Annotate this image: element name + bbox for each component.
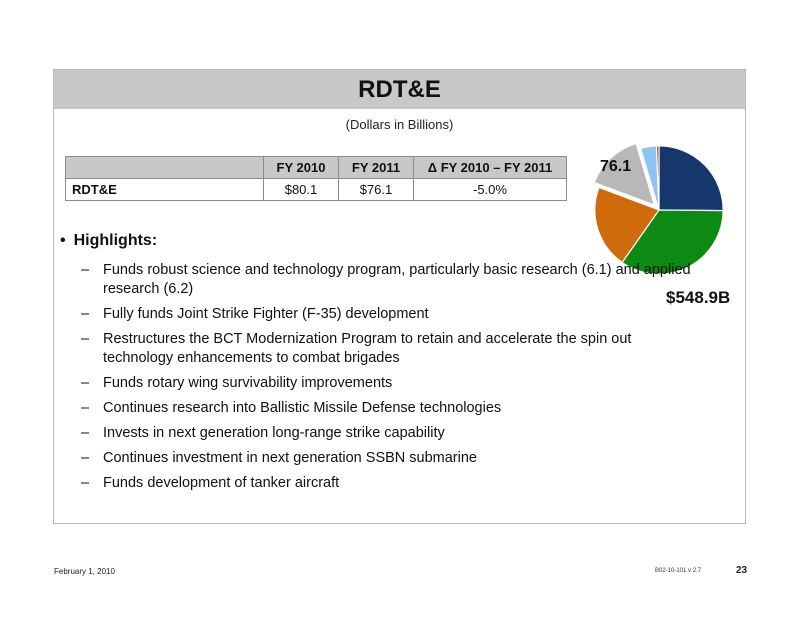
table-header-fy2011: FY 2011: [339, 157, 414, 179]
table-cell-fy2011: $76.1: [339, 179, 414, 201]
highlight-text: Funds rotary wing survivability improvements: [103, 375, 393, 391]
highlight-text: Continues investment in next generation SSBN submarine: [103, 450, 477, 466]
table-header-delta: Δ FY 2010 – FY 2011: [414, 157, 567, 179]
highlight-text: Continues research into Ballistic Missile Defense technologies: [103, 400, 502, 416]
slide-frame: [53, 69, 746, 524]
dash-glyph: –: [81, 331, 90, 347]
table-row: [66, 179, 567, 201]
highlights-heading: [60, 232, 157, 250]
dash-glyph: –: [81, 400, 90, 416]
highlight-text: Restructures the BCT Modernization Program to retain and accelerate the spin out technology enhancements to combat brigades: [103, 331, 632, 366]
budget-table: [65, 156, 567, 201]
highlights-list: [81, 261, 701, 499]
highlight-item: [81, 449, 701, 468]
table-header-row: [66, 157, 567, 179]
highlight-item: [81, 474, 701, 493]
highlight-item: [81, 261, 701, 299]
footer-doc-code: B02-10-101 v 2.7: [655, 568, 702, 574]
pie-total-label: $548.9B: [666, 288, 731, 307]
highlight-text: Funds development of tanker aircraft: [103, 475, 340, 491]
slide-title: RDT&E: [54, 70, 745, 109]
bullet-glyph: •: [60, 232, 66, 249]
page-number: 23: [736, 565, 748, 576]
table-row-label: RDT&E: [66, 179, 264, 201]
highlight-item: [81, 374, 701, 393]
footer-date: February 1, 2010: [54, 567, 115, 576]
dash-glyph: –: [81, 306, 90, 322]
table-header-fy2010: FY 2010: [264, 157, 339, 179]
dash-glyph: –: [81, 375, 90, 391]
table-cell-delta: -5.0%: [414, 179, 567, 201]
highlight-text: Funds robust science and technology program, particularly basic research (6.1) and applied research (6.2): [103, 262, 691, 297]
highlight-item: [81, 424, 701, 443]
highlights-heading-text: Highlights:: [73, 232, 158, 249]
dash-glyph: –: [81, 262, 90, 278]
highlight-item: [81, 399, 701, 418]
slide-subtitle: (Dollars in Billions): [345, 117, 454, 132]
highlight-item: [81, 330, 701, 368]
dash-glyph: –: [81, 425, 90, 441]
pie-callout-label: 76.1: [600, 158, 632, 175]
highlight-text: Fully funds Joint Strike Fighter (F-35) development: [103, 306, 429, 322]
highlight-text: Invests in next generation long-range strike capability: [103, 425, 445, 441]
dash-glyph: –: [81, 450, 90, 466]
table-header-blank: [66, 157, 264, 179]
table-cell-fy2010: $80.1: [264, 179, 339, 201]
pie-slice: [659, 146, 723, 211]
highlight-item: [81, 305, 701, 324]
dash-glyph: –: [81, 475, 90, 491]
